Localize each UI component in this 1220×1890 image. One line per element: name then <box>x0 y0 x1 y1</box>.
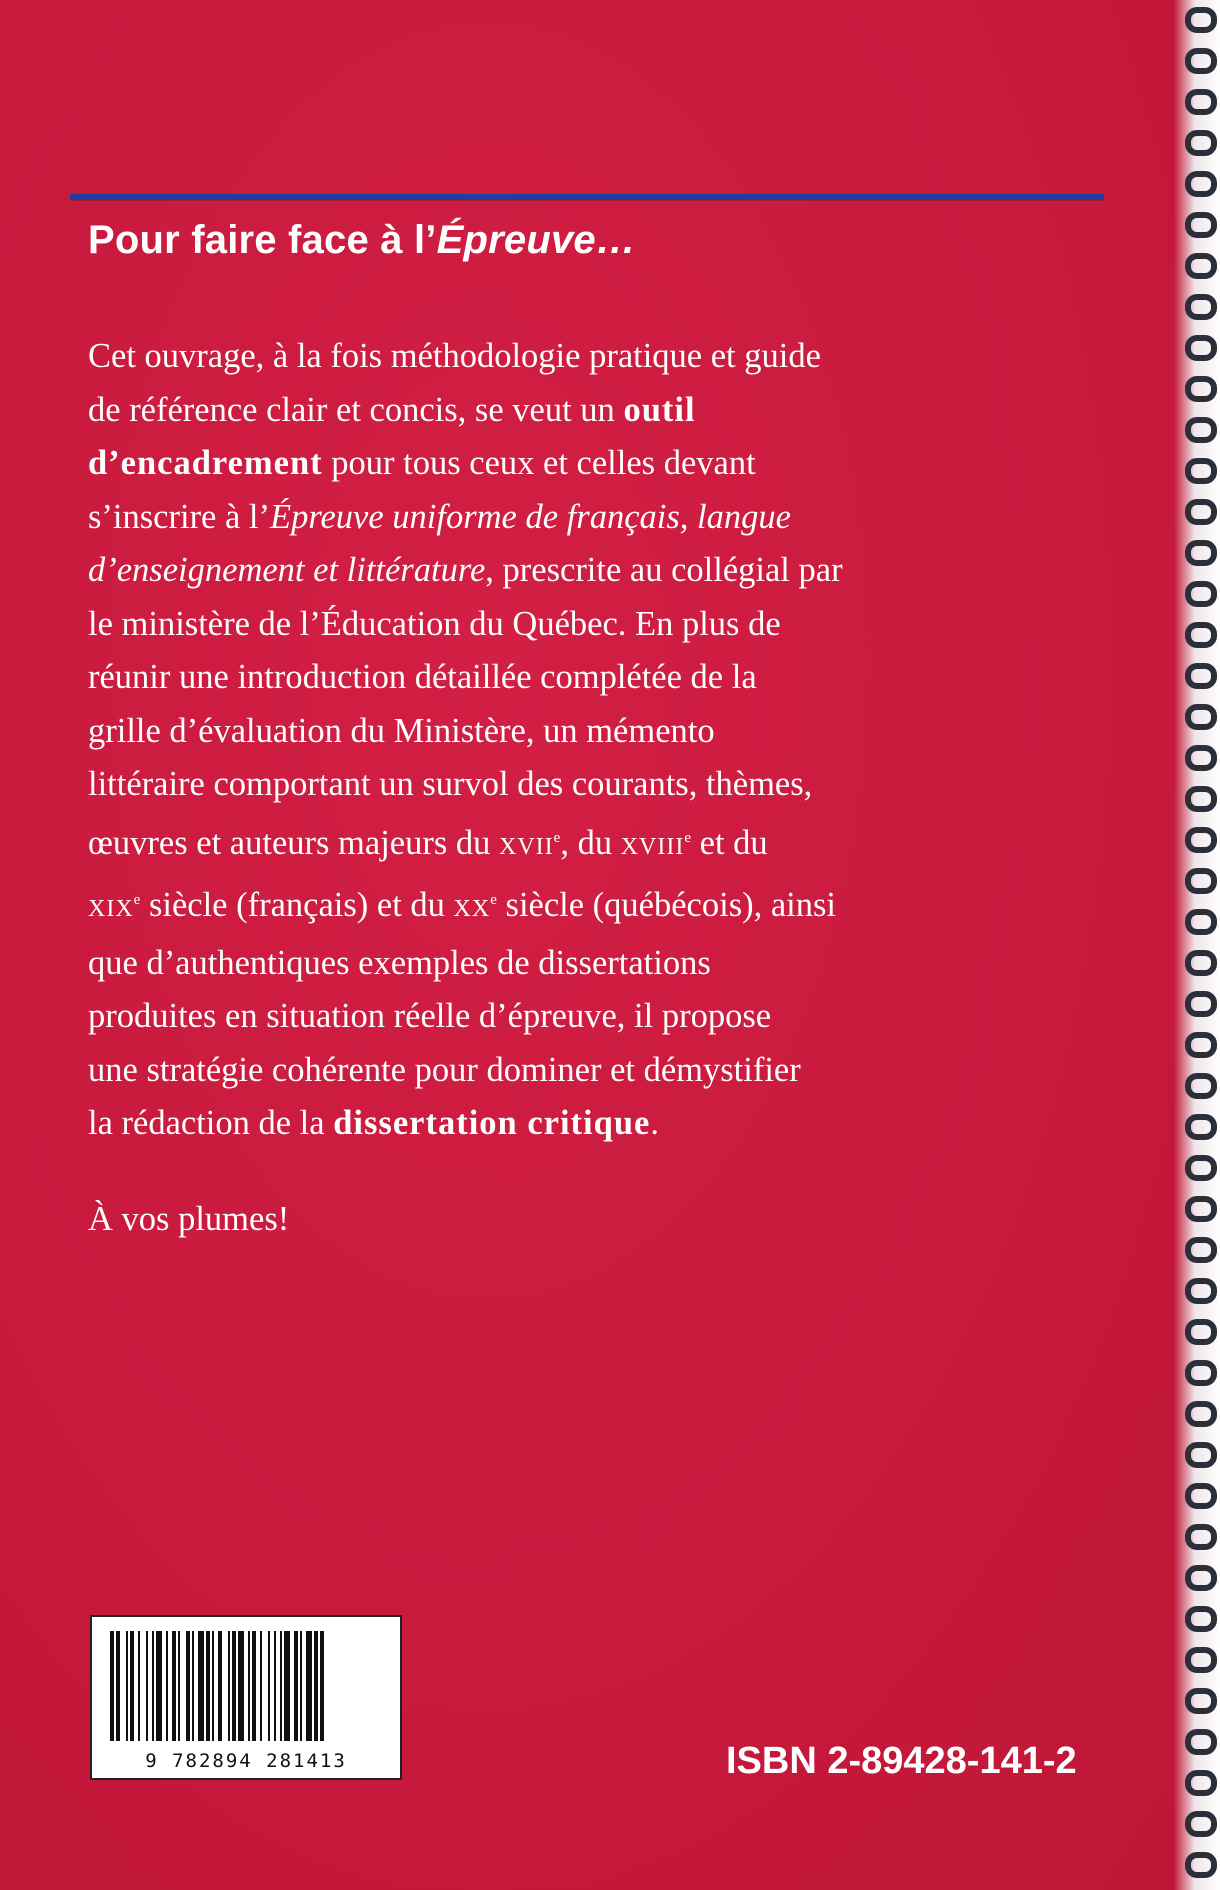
blurb-text: Cet ouvrage, à la fois méthodologie pratique et guide <box>88 337 821 375</box>
barcode-bar <box>110 1631 114 1741</box>
blurb-text: le ministère de l’Éducation du Québec. En plus de <box>88 604 781 643</box>
barcode-bar <box>178 1631 180 1741</box>
barcode-bar <box>152 1631 154 1741</box>
blurb-text: . <box>650 1104 659 1142</box>
spiral-ring <box>1188 1650 1214 1670</box>
spiral-ring <box>1188 297 1214 317</box>
spiral-ring <box>1188 953 1214 973</box>
spiral-ring <box>1188 1609 1214 1629</box>
barcode-bar <box>116 1631 120 1741</box>
barcode-bar <box>238 1631 244 1741</box>
barcode-bar <box>268 1631 270 1741</box>
blurb-text: littéraire comportant un survol des courants, thèmes, <box>88 765 813 803</box>
spiral-ring <box>1188 1158 1214 1178</box>
spiral-ring <box>1188 1527 1214 1547</box>
barcode-bar <box>306 1631 312 1741</box>
barcode-bar <box>206 1631 210 1741</box>
blurb-text: que d’authentiques exemples de dissertations <box>88 943 711 982</box>
barcode-bars <box>92 1623 400 1753</box>
blurb-text: siècle (français) et du <box>140 886 454 924</box>
blurb-line <box>88 384 1008 438</box>
barcode-bar <box>218 1631 222 1741</box>
spiral-ring <box>1188 912 1214 932</box>
spiral-ring <box>1188 338 1214 358</box>
blurb-text: Épreuve uniforme de français, langue <box>270 497 791 536</box>
blurb-line <box>88 491 1008 545</box>
spiral-ring <box>1188 830 1214 850</box>
closing-line: À vos plumes! <box>88 1200 290 1238</box>
blurb-text: e <box>553 829 561 846</box>
spiral-ring <box>1188 1445 1214 1465</box>
spiral-ring <box>1188 256 1214 276</box>
barcode-bar <box>320 1631 324 1741</box>
barcode-bar <box>166 1631 168 1741</box>
blurb-text: XX <box>453 896 491 922</box>
blurb-line <box>88 330 1008 384</box>
blurb-line <box>88 437 1008 491</box>
blurb-text: dissertation critique <box>333 1104 651 1142</box>
barcode-bar <box>198 1631 204 1741</box>
blurb-text: la rédaction de la <box>88 1104 334 1142</box>
blurb-line <box>88 1044 1008 1098</box>
barcode-digits: 9 782894 281413 <box>145 1750 347 1772</box>
back-cover-heading <box>88 218 636 263</box>
blurb-line <box>88 812 1008 875</box>
blurb-text: s’inscrire à l’ <box>88 497 271 536</box>
blurb-text: , prescrite au collégial par <box>485 551 843 589</box>
spiral-ring <box>1188 1076 1214 1096</box>
blurb-text: siècle (québécois), ainsi <box>496 886 837 924</box>
blurb-line <box>88 598 1008 652</box>
spiral-ring <box>1188 871 1214 891</box>
barcode-bar <box>284 1631 290 1741</box>
blurb-line <box>88 705 1008 759</box>
spiral-ring <box>1188 420 1214 440</box>
barcode <box>90 1615 402 1780</box>
spiral-ring <box>1188 174 1214 194</box>
blurb-text: réunir une introduction détaillée complétée de la <box>88 658 757 696</box>
spiral-ring <box>1188 1691 1214 1711</box>
spiral-ring <box>1188 543 1214 563</box>
barcode-bar <box>280 1631 282 1741</box>
blurb-text: et du <box>691 823 768 862</box>
blurb-line <box>88 990 1008 1044</box>
blurb-line <box>88 544 1008 598</box>
blurb-line <box>88 758 1008 812</box>
barcode-bar <box>146 1631 148 1741</box>
header-rule <box>70 194 1104 200</box>
blurb-text: outil <box>623 390 696 429</box>
barcode-bar <box>126 1631 128 1741</box>
spiral-ring <box>1188 584 1214 604</box>
blurb-text: XVII <box>499 833 554 860</box>
spiral-ring <box>1188 666 1214 686</box>
barcode-bar <box>130 1631 134 1741</box>
barcode-bar <box>186 1631 190 1741</box>
barcode-bar <box>274 1631 276 1741</box>
spiral-ring <box>1188 1322 1214 1342</box>
barcode-bar <box>252 1631 256 1741</box>
heading-italic: Épreuve… <box>436 218 637 262</box>
barcode-bar <box>192 1631 194 1741</box>
barcode-bar <box>232 1631 236 1741</box>
barcode-bar <box>260 1631 262 1741</box>
blurb-text: produites en situation réelle d’épreuve, il propose <box>88 997 772 1035</box>
blurb-text: une stratégie cohérente pour dominer et démystifier <box>88 1050 801 1089</box>
blurb-text: pour tous ceux et celles devant <box>322 444 756 482</box>
spiral-ring <box>1188 1773 1214 1793</box>
blurb-text: , du <box>560 823 621 862</box>
barcode-bar <box>248 1631 250 1741</box>
barcode-bar <box>212 1631 214 1741</box>
isbn-label: ISBN 2-89428-141-2 <box>726 1740 1077 1782</box>
spiral-ring <box>1188 1568 1214 1588</box>
barcode-bar <box>156 1631 162 1741</box>
barcode-bar <box>300 1631 302 1741</box>
spiral-ring <box>1188 1814 1214 1834</box>
spiral-ring <box>1188 994 1214 1014</box>
spiral-ring <box>1188 379 1214 399</box>
blurb-line <box>88 1097 1008 1151</box>
barcode-bar <box>314 1631 318 1741</box>
barcode-bar <box>172 1631 176 1741</box>
blurb-paragraph <box>88 330 1008 1151</box>
blurb-text: œuvres et auteurs majeurs du <box>88 823 500 862</box>
spiral-ring <box>1188 461 1214 481</box>
spiral-ring <box>1188 1117 1214 1137</box>
spiral-ring <box>1188 1035 1214 1055</box>
barcode-bar <box>294 1631 298 1741</box>
spiral-ring <box>1188 707 1214 727</box>
spiral-ring <box>1188 10 1214 30</box>
spiral-ring <box>1188 1404 1214 1424</box>
spiral-ring <box>1188 502 1214 522</box>
blurb-text: de référence clair et concis, se veut un <box>88 390 624 429</box>
blurb-line <box>88 874 1008 937</box>
spiral-ring <box>1188 1363 1214 1383</box>
heading-prefix: Pour faire face à l’ <box>88 218 437 262</box>
barcode-bar <box>228 1631 230 1741</box>
spiral-ring <box>1188 748 1214 768</box>
spiral-binding <box>1174 0 1220 1890</box>
spiral-ring <box>1188 1486 1214 1506</box>
spiral-ring <box>1188 1732 1214 1752</box>
spiral-ring <box>1188 51 1214 71</box>
spiral-ring <box>1188 789 1214 809</box>
spiral-ring <box>1188 92 1214 112</box>
spiral-ring <box>1188 1240 1214 1260</box>
spiral-ring <box>1188 1281 1214 1301</box>
blurb-text: e <box>490 892 497 908</box>
spiral-ring <box>1188 1855 1214 1875</box>
blurb-line <box>88 651 1008 705</box>
blurb-text: d’enseignement et littérature <box>88 551 486 589</box>
blurb-line <box>88 937 1008 991</box>
spiral-ring <box>1188 133 1214 153</box>
blurb-text: grille d’évaluation du Ministère, un mémento <box>88 711 715 750</box>
blurb-text: e <box>133 892 141 908</box>
spiral-ring <box>1188 215 1214 235</box>
blurb-text: XIX <box>88 896 134 922</box>
spiral-ring <box>1188 1199 1214 1219</box>
blurb-text: XVIII <box>620 833 685 860</box>
barcode-bar <box>138 1631 140 1741</box>
blurb-text: e <box>684 829 692 846</box>
spiral-ring <box>1188 625 1214 645</box>
blurb-text: d’encadrement <box>88 444 323 482</box>
